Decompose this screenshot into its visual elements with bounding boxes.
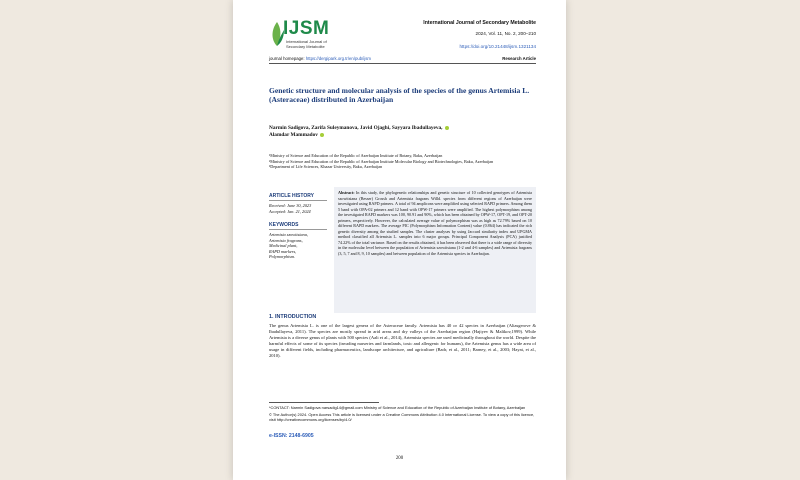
affiliation: ¹Ministry of Science and Education of the Republic of Azerbaijan Institute of Botany, Baku, Azerbaijan (269, 153, 443, 158)
affiliations (269, 153, 536, 170)
journal-volume: 2024, Vol. 11, No. 2, 200–210 (475, 31, 536, 36)
authors (269, 125, 536, 139)
contact-footnote: *CONTACT: Narmin Sadigova narsadig14@gmail.com Ministry of Science and Education of the Republic of Azerbaijan Institute of Botany, Azerbaijan (269, 405, 526, 410)
article-page (233, 0, 566, 480)
logo-subtitle: International Journal of Secondary Metabolite (286, 39, 327, 49)
section-heading: 1. INTRODUCTION (269, 314, 317, 320)
orcid-icon[interactable] (445, 126, 449, 130)
affiliation: ³Department of Life Sciences, Khazar University, Baku, Azerbaijan (269, 164, 383, 170)
license-footnote: © The Author(s) 2024. Open Access This article is licensed under a Creative Commons Attribution 4.0 International License. To view a copy of this licence, visit http://creativecommons.org/licenses/by/4.0/ (269, 412, 535, 422)
abstract-label: Abstract: (338, 190, 355, 195)
article-history-heading: ARTICLE HISTORY (269, 193, 327, 201)
abstract-text: In this study, the phylogenetic relationships and genetic structure of 10 collected genotypes of Artemisia szowitsiana (Besser) Grossh and Artemisia fragrans Willd. species from different regions of Azerbaijan were investigated using RAPD primers. A total of 94 amplicons were amplified using selected RAPD primers. Among them 5 band with OPA-02 primers and 12 band with OPW-17 primers were amplified. The highest polymorphism among the investigated RAPD markers was 100, 90.91 and 90%, which has been obtained by OPW-17, OPT-19, and OPT-20 primers, respectively. However, the calculated average value of polymorphism was as high as 72.79% based on 10 different RAPD markers. The average PIC (Polymorphism Information Content) value (0.864) has indicated the rich genetic diversity among the studied samples. The cluster analyses by using Jaccard similarity index and UPGMA method classified all Artemisia L. samples into 6 major groups. Principal Component Analysis (PCA) justified 74.22% of the total variance. Based on the results obtained, it has been observed that there is a wide range of diversity in the molecular level between the population of Artemisia szowitsiana (1-2 and 4-6 samples) and Artemisia fragrans (3, 5, 7 and 8, 9, 10 samples) and between population of the Artemisia species in Azerbaijan. (338, 190, 533, 256)
paper-title: Genetic structure and molecular analysis of the species of the genus Artemisia L. (Asteraceae) distributed in Azerbaijan (269, 86, 530, 104)
footnote-divider (269, 402, 379, 403)
keyword: Polymorphism. (269, 254, 296, 259)
keywords-heading: KEYWORDS (269, 222, 327, 230)
article-type: Research Article (502, 56, 536, 61)
doi-link[interactable]: https://doi.org/10.21448/ijsm.1321134 (459, 44, 536, 49)
journal-info (423, 20, 536, 49)
keyword: Artemisia szowitsiana, (269, 232, 308, 237)
authors-line-2: Alamdar Mammadov (269, 132, 318, 138)
journal-name: International Journal of Secondary Metabolite (423, 20, 536, 26)
issn: e-ISSN: 2148-6905 (269, 433, 314, 439)
page-number: 200 (395, 456, 404, 461)
homepage-link[interactable]: https://dergipark.org.tr/en/pub/ijsm (305, 56, 372, 61)
homepage-line (269, 56, 371, 61)
affiliation: ²Ministry of Science and Education of the Republic of Azerbaijan Institute Molecular Biology and Biotechnologies, Baku, Azerbaijan (269, 158, 494, 164)
authors-line-1: Narmin Sadigova, Zarifa Suleymanova, Javid Ojaghi, Sayyara Ibadullayeva, (269, 125, 443, 131)
homepage-bar (269, 56, 536, 64)
keyword: Artemisia fragrans, (269, 237, 303, 243)
keyword: Medicinal plant, (269, 243, 298, 248)
accepted-date: Accepted: Jan. 21, 2024 (269, 208, 311, 214)
homepage-label: journal homepage: (269, 56, 305, 61)
received-date: Received: June 30, 2023 (269, 203, 312, 208)
orcid-icon[interactable] (320, 133, 324, 137)
article-sidebar (269, 193, 327, 260)
keyword: RAPD markers, (269, 248, 297, 254)
logo-name: IJSM (283, 18, 330, 39)
abstract-box (334, 187, 536, 313)
footnotes (269, 405, 536, 424)
journal-logo (269, 18, 329, 52)
introduction-text: The genus Artemisia L. is one of the largest genera of the Asteraceae family. Artemisia has 40 or 42 species in Azerbaijan (Aliasgerove & Ibadullayeva, 2011). The species are mostly spread in arid areas and dry valleys of the Azerbaijan region (Hajiyev & Malikov,1999). While Artemisia is a diverse genus of plants with 500 species (Aali et al., 2014), Artemisia species are used medicinally throughout the world. Despite the harmful effects of some of its species (invading nurseries and farmlands, toxic and allergenic for humans), the Artemisia genus has a wide area of usage in different fields, including pharmaceutics, landscape architecture, and agriculture (Badr, et al., 2011; Barney, et al., 2003; Hayat, et al., 2010). (269, 323, 536, 358)
